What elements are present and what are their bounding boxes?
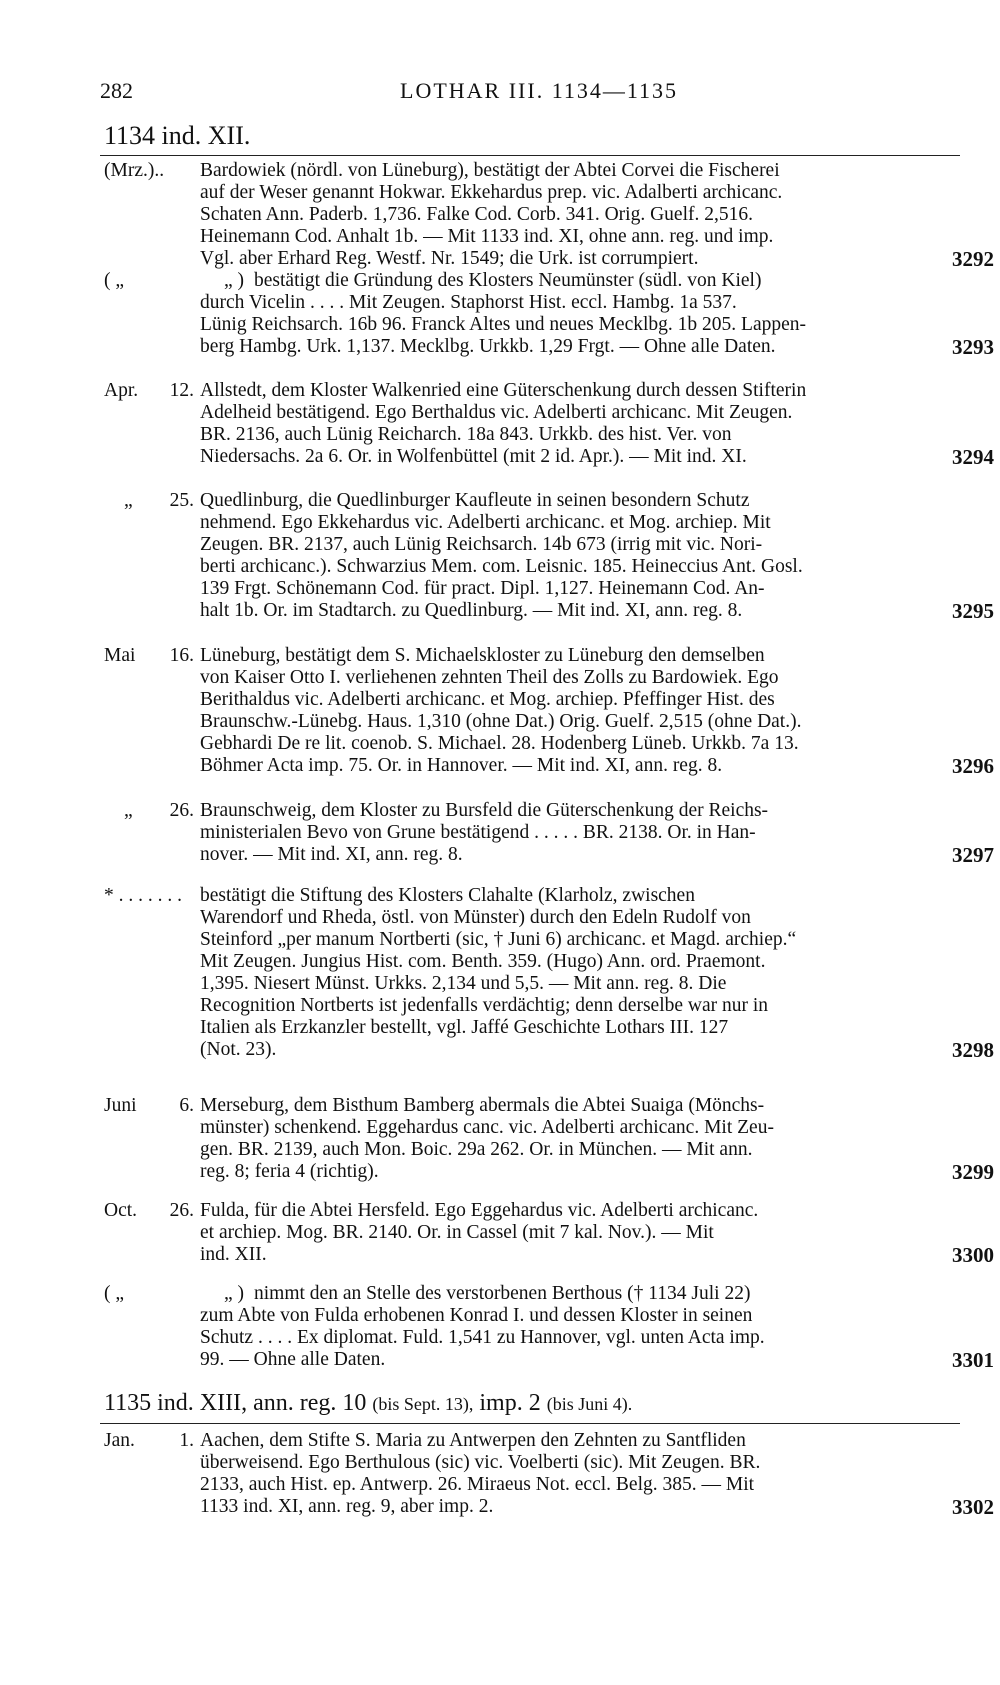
entry-text: reg. 8; feria 4 (richtig). xyxy=(200,1161,379,1182)
regest-entry xyxy=(104,1095,994,1183)
entry-line xyxy=(104,1283,994,1305)
entry-line xyxy=(104,446,994,468)
entry-text: Lünig Reichsarch. 16b 96. Franck Altes und neues Mecklbg. 1b 205. Lappen- xyxy=(200,314,806,335)
entry-text: Adelheid bestätigend. Ego Berthaldus vic. Adelberti archicanc. Mit Zeugen. xyxy=(200,402,793,423)
year-heading-part: imp. 2 xyxy=(479,1390,541,1416)
entry-line xyxy=(104,1095,994,1117)
entry-line xyxy=(104,270,994,292)
entry-day: 16. xyxy=(169,645,194,666)
entry-text: Allstedt, dem Kloster Walkenried eine Güterschenkung durch dessen Stifterin xyxy=(200,380,807,401)
regest-entry xyxy=(104,380,994,468)
entry-date: Mai xyxy=(104,645,136,666)
year-heading-part: (bis Sept. 13), xyxy=(372,1394,474,1414)
entry-line xyxy=(104,645,994,667)
entry-line xyxy=(104,292,994,314)
entry-line xyxy=(104,800,994,822)
entry-text: Warendorf und Rheda, östl. von Münster) durch den Edeln Rudolf von xyxy=(200,907,751,928)
entry-line xyxy=(104,907,994,929)
entry-line xyxy=(104,973,994,995)
entry-line xyxy=(104,1305,994,1327)
entry-line xyxy=(104,402,994,424)
entry-text: Zeugen. BR. 2137, auch Lünig Reichsarch. 14b 673 (irrig mit vic. Nori- xyxy=(200,534,763,555)
regest-entry xyxy=(104,490,994,622)
year-heading-main: 1135 ind. XIII, ann. reg. 10 xyxy=(104,1390,367,1416)
regest-entry xyxy=(104,270,994,358)
entry-text: berg Hambg. Urk. 1,137. Mecklbg. Urkkb. 1,29 Frgt. — Ohne alle Daten. xyxy=(200,336,776,357)
entry-line xyxy=(104,424,994,446)
entry-text: Italien als Erzkanzler bestellt, vgl. Jaffé Geschichte Lothars III. 127 xyxy=(200,1017,729,1038)
entry-text: Niedersachs. 2a 6. Or. in Wolfenbüttel (mit 2 id. Apr.). — Mit ind. XI. xyxy=(200,446,747,467)
regest-number: 3292 xyxy=(952,247,994,271)
running-title: LOTHAR III. 1134—1135 xyxy=(400,78,679,103)
entry-text: Lüneburg, bestätigt dem S. Michaelskloster zu Lüneburg den demselben xyxy=(200,645,765,666)
entry-text: zum Abte von Fulda erhobenen Konrad I. und dessen Kloster in seinen xyxy=(200,1305,753,1326)
regest-entry xyxy=(104,1430,994,1518)
regest-number: 3299 xyxy=(952,1160,994,1184)
entry-text: gen. BR. 2139, auch Mon. Boic. 29a 262. Or. in München. — Mit ann. xyxy=(200,1139,753,1160)
entry-line xyxy=(104,951,994,973)
year-heading-part: (bis Juni 4). xyxy=(546,1394,633,1414)
entry-text: Schaten Ann. Paderb. 1,736. Falke Cod. Corb. 341. Orig. Guelf. 2,516. xyxy=(200,204,753,225)
year-heading-1134: 1134 ind. XII. xyxy=(104,121,251,150)
entry-line xyxy=(104,160,994,182)
page-number: 282 xyxy=(100,78,133,103)
entry-line xyxy=(104,1039,994,1061)
entry-date: „ xyxy=(124,490,133,511)
entry-text: bestätigt die Gründung des Klosters Neumünster (südl. von Kiel) xyxy=(254,270,762,291)
entry-date: Apr. xyxy=(104,380,139,401)
entry-text: berti archicanc.). Schwarzius Mem. com. Leisnic. 185. Heineccius Ant. Gosl. xyxy=(200,556,803,577)
entry-line xyxy=(104,1327,994,1349)
regest-number: 3297 xyxy=(952,843,994,867)
entry-text: nimmt den an Stelle des verstorbenen Berthous († 1134 Juli 22) xyxy=(254,1283,751,1304)
entry-line xyxy=(104,380,994,402)
regest-entry xyxy=(104,645,994,777)
entry-text: Berithaldus vic. Adelberti archicanc. et Mog. archiep. Pfeffinger Hist. des xyxy=(200,689,775,710)
entry-line xyxy=(104,822,994,844)
entry-line xyxy=(104,733,994,755)
entry-text: 139 Frgt. Schönemann Cod. für pract. Dipl. 1,127. Heinemann Cod. An- xyxy=(200,578,765,599)
entry-date: Juni xyxy=(104,1095,137,1116)
entry-date: Jan. xyxy=(104,1430,135,1451)
entry-text: 1,395. Niesert Münst. Urkks. 2,134 und 5,5. — Mit ann. reg. 8. Die xyxy=(200,973,727,994)
entry-text: Schutz . . . . Ex diplomat. Fuld. 1,541 zu Hannover, vgl. unten Acta imp. xyxy=(200,1327,765,1348)
entry-date: ( „ xyxy=(104,270,125,291)
entry-text: 2133, auch Hist. ep. Antwerp. 26. Miraeus Not. eccl. Belg. 385. — Mit xyxy=(200,1474,755,1495)
entry-line xyxy=(104,204,994,226)
entry-text: Mit Zeugen. Jungius Hist. com. Benth. 359. (Hugo) Ann. ord. Praemont. xyxy=(200,951,766,972)
entry-date: „ xyxy=(124,800,133,821)
entry-line xyxy=(104,578,994,600)
year-heading-1135 xyxy=(104,1390,632,1417)
entry-day: „ ) xyxy=(223,270,244,291)
entry-line xyxy=(104,755,994,777)
regest-entry xyxy=(104,800,994,866)
entry-line xyxy=(104,1200,994,1222)
entry-text: überweisend. Ego Berthulous (sic) vic. Voelberti (sic). Mit Zeugen. BR. xyxy=(200,1452,761,1473)
entry-text: nover. — Mit ind. XI, ann. reg. 8. xyxy=(200,844,463,865)
entry-text: bestätigt die Stiftung des Klosters Clahalte (Klarholz, zwischen xyxy=(200,885,695,906)
entry-line xyxy=(104,314,994,336)
entry-line xyxy=(104,885,994,907)
entry-line xyxy=(104,512,994,534)
entry-text: ministerialen Bevo von Grune bestätigend . . . . . BR. 2138. Or. in Han- xyxy=(200,822,756,843)
entry-date: ( „ xyxy=(104,1283,125,1304)
entry-line xyxy=(104,534,994,556)
entry-line xyxy=(104,226,994,248)
entry-line xyxy=(104,182,994,204)
heading-rule xyxy=(100,1423,960,1424)
entry-day: 26. xyxy=(169,1200,194,1221)
regest-entry xyxy=(104,885,994,1061)
entry-line xyxy=(104,248,994,270)
entry-text: durch Vicelin . . . . Mit Zeugen. Staphorst Hist. eccl. Hambg. 1a 537. xyxy=(200,292,737,313)
entry-date: * . . . . . . . xyxy=(104,885,182,906)
entry-line xyxy=(104,711,994,733)
regest-number: 3300 xyxy=(952,1243,994,1267)
entry-text: münster) schenkend. Eggehardus canc. vic. Adelberti archicanc. Mit Zeu- xyxy=(200,1117,774,1138)
entry-line xyxy=(104,1017,994,1039)
entry-day: 1. xyxy=(179,1430,194,1451)
entry-line xyxy=(104,1117,994,1139)
entry-text: BR. 2136, auch Lünig Reicharch. 18a 843. Urkkb. des hist. Ver. von xyxy=(200,424,732,445)
entry-text: Aachen, dem Stifte S. Maria zu Antwerpen den Zehnten zu Santfliden xyxy=(200,1430,746,1451)
regest-entry xyxy=(104,1200,994,1266)
entry-text: von Kaiser Otto I. verliehenen zehnten Theil des Zolls zu Bardowiek. Ego xyxy=(200,667,779,688)
entry-text: Braunschw.-Lünebg. Haus. 1,310 (ohne Dat.) Orig. Guelf. 2,515 (ohne Dat.). xyxy=(200,711,802,732)
entry-text: et archiep. Mog. BR. 2140. Or. in Cassel (mit 7 kal. Nov.). — Mit xyxy=(200,1222,714,1243)
entry-day: 12. xyxy=(169,380,194,401)
entry-date: Oct. xyxy=(104,1200,138,1221)
entry-text: Böhmer Acta imp. 75. Or. in Hannover. — Mit ind. XI, ann. reg. 8. xyxy=(200,755,723,776)
regest-number: 3296 xyxy=(952,754,994,778)
entry-line xyxy=(104,1474,994,1496)
entry-day: „ ) xyxy=(223,1283,244,1304)
entry-line xyxy=(104,667,994,689)
entry-text: auf der Weser genannt Hokwar. Ekkehardus prep. vic. Adalberti archicanc. xyxy=(200,182,783,203)
entry-line xyxy=(104,689,994,711)
entry-text: Recognition Nortberts ist jedenfalls verdächtig; denn derselbe war nur in xyxy=(200,995,769,1016)
entry-text: Fulda, für die Abtei Hersfeld. Ego Eggehardus vic. Adelberti archicanc. xyxy=(200,1200,759,1221)
entry-text: Steinford „per manum Nortberti (sic, † Juni 6) archicanc. et Magd. archiep.“ xyxy=(200,929,797,950)
entry-line xyxy=(104,844,994,866)
entry-line xyxy=(104,600,994,622)
entry-line xyxy=(104,1244,994,1266)
entry-text: 99. — Ohne alle Daten. xyxy=(200,1349,386,1370)
entry-line xyxy=(104,1222,994,1244)
entry-text: 1133 ind. XI, ann. reg. 9, aber imp. 2. xyxy=(200,1496,494,1517)
entry-text: Gebhardi De re lit. coenob. S. Michael. 28. Hodenberg Lüneb. Urkkb. 7a 13. xyxy=(200,733,799,754)
entry-text: Vgl. aber Erhard Reg. Westf. Nr. 1549; die Urk. ist corrumpiert. xyxy=(200,248,699,269)
entry-line xyxy=(104,1139,994,1161)
regest-entry xyxy=(104,1283,994,1371)
entry-text: Quedlinburg, die Quedlinburger Kaufleute in seinen besondern Schutz xyxy=(200,490,750,511)
regest-entry xyxy=(104,160,994,270)
entry-line xyxy=(104,995,994,1017)
entry-line xyxy=(104,556,994,578)
regest-number: 3301 xyxy=(952,1348,994,1372)
regest-number: 3295 xyxy=(952,599,994,623)
regest-number: 3293 xyxy=(952,335,994,359)
entry-day: 26. xyxy=(169,800,194,821)
entry-text: halt 1b. Or. im Stadtarch. zu Quedlinburg. — Mit ind. XI, ann. reg. 8. xyxy=(200,600,743,621)
entry-line xyxy=(104,929,994,951)
entry-line xyxy=(104,1496,994,1518)
heading-rule xyxy=(100,155,960,156)
entry-line xyxy=(104,1349,994,1371)
entry-line xyxy=(104,1452,994,1474)
entry-text: Braunschweig, dem Kloster zu Bursfeld die Güterschenkung der Reichs- xyxy=(200,800,769,821)
entry-day: 6. xyxy=(179,1095,194,1116)
entry-text: Bardowiek (nördl. von Lüneburg), bestätigt der Abtei Corvei die Fischerei xyxy=(200,160,780,181)
entry-line xyxy=(104,1430,994,1452)
entry-text: Heinemann Cod. Anhalt 1b. — Mit 1133 ind. XI, ohne ann. reg. und imp. xyxy=(200,226,774,247)
entry-line xyxy=(104,490,994,512)
regest-number: 3294 xyxy=(952,445,994,469)
entry-day: 25. xyxy=(169,490,194,511)
regest-number: 3298 xyxy=(952,1038,994,1062)
entry-line xyxy=(104,1161,994,1183)
entry-text: Merseburg, dem Bisthum Bamberg abermals die Abtei Suaiga (Mönchs- xyxy=(200,1095,765,1116)
entry-date: (Mrz.).. xyxy=(104,160,165,181)
entry-line xyxy=(104,336,994,358)
entry-text: (Not. 23). xyxy=(200,1039,277,1060)
regest-number: 3302 xyxy=(952,1495,994,1519)
entry-text: nehmend. Ego Ekkehardus vic. Adelberti archicanc. et Mog. archiep. Mit xyxy=(200,512,771,533)
running-head xyxy=(100,78,960,108)
entry-text: ind. XII. xyxy=(200,1244,267,1265)
